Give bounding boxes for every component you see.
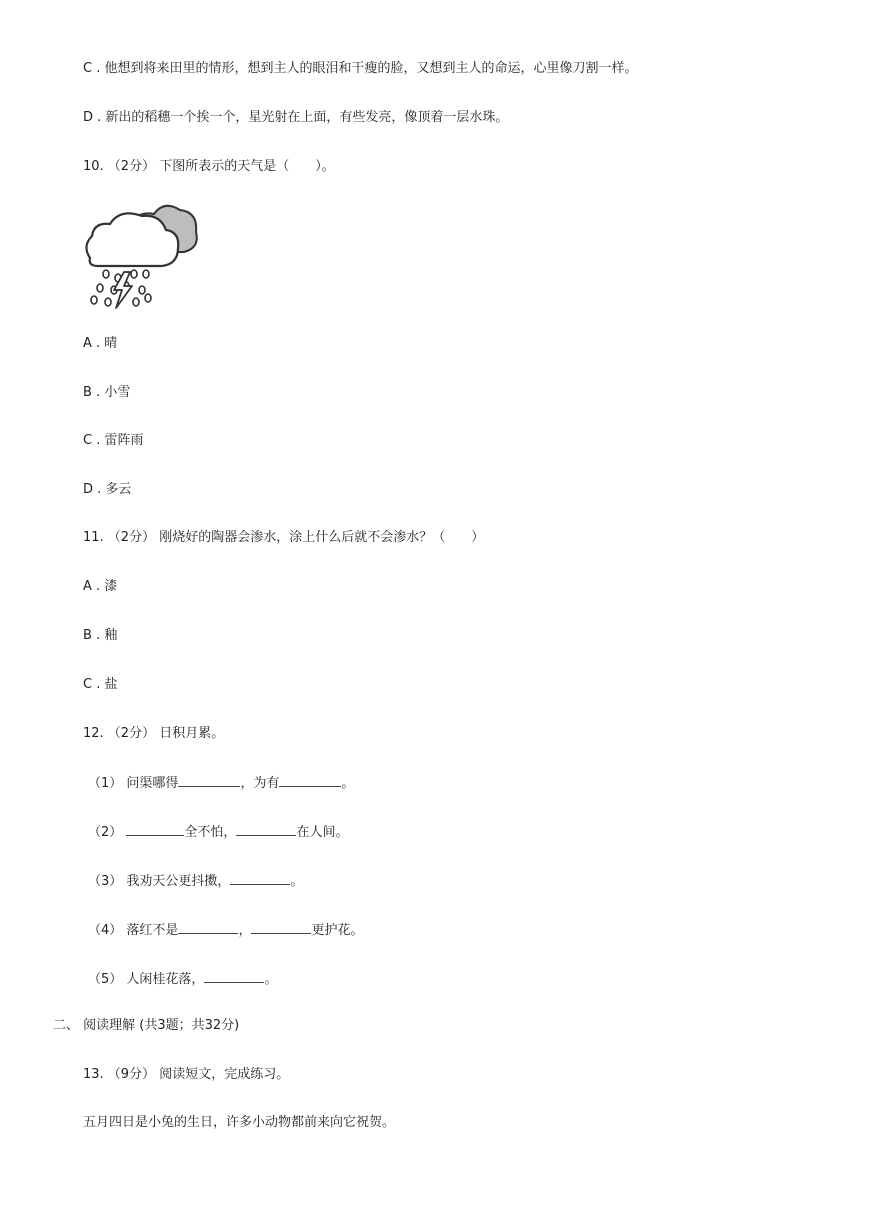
q12-item-4 <box>88 920 363 940</box>
item-text: 人闲桂花落， <box>126 972 205 987</box>
fill-blank[interactable] <box>230 871 290 885</box>
q9-option-d: D . 新出的稻穗一个挨一个，星光射在上面，有些发亮，像顶着一层水珠。 <box>83 110 509 125</box>
q11-option-b: B . 釉 <box>83 628 118 643</box>
q10-option-b: B . 小雪 <box>83 385 131 400</box>
q12-item-1 <box>88 773 354 793</box>
item-text: 。 <box>290 874 304 889</box>
item-text: ， <box>238 923 252 938</box>
item-number: （3） <box>88 874 123 889</box>
fill-blank[interactable] <box>126 822 184 836</box>
item-text: 问渠哪得 <box>126 776 179 791</box>
section-2-heading: 二、 阅读理解 (共3题；共32分) <box>53 1018 240 1033</box>
q12-item-2 <box>88 822 348 842</box>
item-text: 全不怕， <box>184 825 237 840</box>
q10-option-d: D . 多云 <box>83 482 132 497</box>
item-text: 。 <box>264 972 278 987</box>
q9-option-c: C . 他想到将来田里的情形，想到主人的眼泪和干瘦的脸，又想到主人的命运，心里像刀割一样。 <box>83 61 638 76</box>
item-number: （1） <box>88 776 123 791</box>
fill-blank[interactable] <box>236 822 296 836</box>
q10-stem: 10. （2分） 下图所表示的天气是（ ）。 <box>83 159 335 174</box>
fill-blank[interactable] <box>279 773 341 787</box>
fill-blank[interactable] <box>178 920 238 934</box>
item-number: （2） <box>88 825 123 840</box>
q13-stem: 13. （9分） 阅读短文，完成练习。 <box>83 1067 290 1082</box>
fill-blank[interactable] <box>251 920 311 934</box>
q12-stem: 12. （2分） 日积月累。 <box>83 726 225 741</box>
fill-blank[interactable] <box>204 969 264 983</box>
q10-option-c: C . 雷阵雨 <box>83 433 144 448</box>
item-text: 。 <box>341 776 355 791</box>
item-number: （5） <box>88 972 123 987</box>
q11-option-a: A . 漆 <box>83 579 118 594</box>
item-text: 在人间。 <box>296 825 349 840</box>
q10-option-a: A . 晴 <box>83 336 118 351</box>
item-text: ，为有 <box>240 776 280 791</box>
q12-item-5 <box>88 969 277 989</box>
fill-blank[interactable] <box>178 773 240 787</box>
q11-option-c: C . 盐 <box>83 677 118 692</box>
item-text: 我劝天公更抖擞， <box>126 874 231 889</box>
thunderstorm-cloud-icon <box>80 198 202 310</box>
item-text: 更护花。 <box>311 923 364 938</box>
item-number: （4） <box>88 923 123 938</box>
item-text: 落红不是 <box>126 923 179 938</box>
q11-stem: 11. （2分） 刚烧好的陶器会渗水，涂上什么后就不会渗水？（ ） <box>83 530 485 545</box>
q13-passage-line: 五月四日是小兔的生日，许多小动物都前来向它祝贺。 <box>83 1115 396 1130</box>
q12-item-3 <box>88 871 303 891</box>
